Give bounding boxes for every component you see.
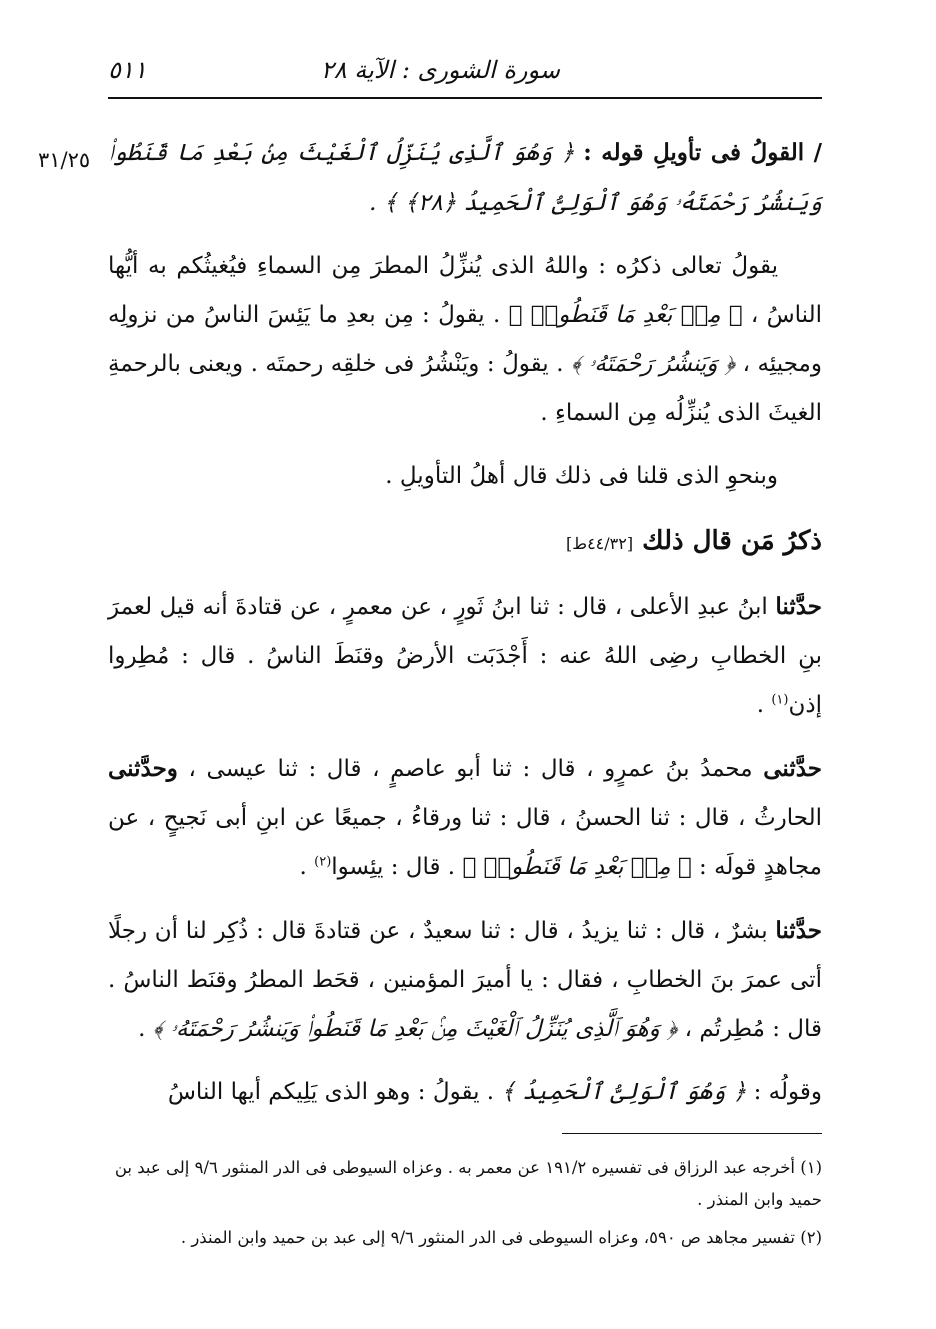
narration-paragraph [108, 1068, 822, 1117]
narration-end: . [138, 1016, 153, 1042]
commentary-text: . يقولُ : ويَنْشُرُ فى خلقِه رحمتَه . ويعنى بالرحمةِ الغيثَ الذى يُنزِّلُه مِن السماءِ . [108, 351, 822, 426]
footnote-1: (١) أخرجه عبد الرزاق فى تفسيره ١٩١/٢ عن معمر به . وعزاه السيوطى فى الدر المنثور ٩/٦ إلى عبد بن حميد وابن المنذر . [114, 1158, 822, 1209]
narration-lead: حدَّثنى [763, 755, 823, 782]
footnote-marker: (٢) [314, 854, 332, 870]
commentary-text: وبنحوِ الذى قلنا فى ذلك قال أهلُ التأويلِ . [385, 463, 778, 489]
narration-lead: حدَّثنا [775, 917, 822, 944]
narration-lead: وحدَّثنى [108, 755, 178, 782]
page-header [108, 52, 822, 96]
heading-reference: [٤٤/٣٢ط] [566, 534, 634, 553]
narration-lead: حدَّثنا [775, 593, 823, 620]
footnote-rule [562, 1133, 822, 1134]
commentary-text: . يقولُ : مِن بعدِ ما يَئِسَ الناسُ من نزولِه ومجيئِه ، [108, 302, 822, 377]
quran-quote: ﴿ وَهُوَ ٱلَّذِى يُنَزِّلُ ٱلْغَيْثَ مِنۢ بَعْدِ مَا قَنَطُوا۟ وَيَنشُرُ رَحْمَتَهُۥ ﴾ [152, 1016, 678, 1042]
verse-intro: / القولُ فى تأويلِ قوله : [583, 139, 823, 166]
verse-paragraph [108, 128, 822, 228]
narration-text: ابنُ عبدِ الأعلى ، قال : ثنا ابنُ ثَورٍ ، عن معمرٍ ، عن قتادةَ أنه قيل لعمرَ بنِ الخطابِ رضِى اللهُ عنه : أَجْدَبَت الأرضُ وقنَطَ الناسُ . قال : مُطِروا إذن [108, 594, 822, 718]
narration-text: . قال : يئِسوا [331, 854, 456, 880]
commentary-paragraph [108, 242, 822, 438]
narration-end: . [299, 854, 315, 880]
commentary-paragraph [108, 452, 822, 501]
narration-text: الحارثُ ، قال : ثنا الحسنُ ، قال : ثنا ورقاءُ ، جميعًا عن ابنِ أبى نَجيحٍ ، عن مجاهدٍ قولَه : [108, 805, 822, 880]
narration-paragraph [108, 906, 822, 1054]
running-title: سورة الشورى : الآية ٢٨ [320, 56, 560, 84]
page-number: ٥١١ [108, 56, 147, 84]
narration-paragraph [108, 582, 822, 730]
narration-text: بشرٌ ، قال : ثنا يزيدُ ، قال : ثنا سعيدٌ ، عن قتادةَ قال : ذُكِر لنا أن رجلًا أتى عمرَ بنَ الخطابِ ، فقال : يا أميرَ المؤمنين ، قحَط المطرُ وقنَط الناسُ . قال : مُطِرتُم ، [108, 918, 822, 1042]
main-text [108, 128, 822, 1131]
narration-text: وقولُه : [753, 1079, 822, 1105]
heading-text: ذكرُ مَن قال ذلك [642, 526, 822, 556]
quran-quote: ﴿ وَيَنشُرُ رَحْمَتَهُۥ ﴾ [570, 351, 736, 377]
section-heading [108, 519, 822, 566]
header-rule [108, 97, 822, 99]
narration-text: محمدُ بنُ عمرٍو ، قال : ثنا أبو عاصمٍ ، قال : ثنا عيسى ، [188, 756, 753, 782]
quran-verse: ﴿ وَهُوَ ٱلَّذِى يُنَزِّلُ ٱلْغَيْثَ مِنۢ بَعْدِ مَا قَنَطُوا۟ وَيَنشُرُ رَحْمَتَهُۥ وَهُوَ ٱلْوَلِىُّ ٱلْحَمِيدُ ﴿٢٨﴾ ﴾ . [108, 140, 822, 216]
footnotes [108, 1152, 822, 1260]
quran-quote: ﴿ مِنۢ بَعْدِ مَا قَنَطُوا۟ ﴾ [462, 854, 692, 880]
narration-text: . يقولُ : وهو الذى يَلِيكم أيها الناسُ [167, 1079, 495, 1105]
narration-end: . [756, 692, 772, 718]
margin-reference: ٣١/٢٥ [38, 148, 91, 172]
commentary-text: يقولُ تعالى ذكرُه : واللهُ الذى يُنزِّلُ المطرَ مِن السماءِ فيُغيثُكم به أيُّها الناسُ ، [108, 253, 823, 328]
quran-quote: ﴿ مِنۢ بَعْدِ مَا قَنَطُوا۟ ﴾ [508, 302, 743, 328]
footnote-marker: (١) [771, 692, 789, 708]
footnote-2: (٢) تفسير مجاهد ص ٥٩٠، وعزاه السيوطى فى الدر المنثور ٩/٦ إلى عبد بن حميد وابن المنذر . [180, 1228, 822, 1247]
narration-paragraph [108, 744, 822, 892]
quran-quote: ﴿ وَهُوَ ٱلْوَلِىُّ ٱلْحَمِيدُ ﴾ [501, 1079, 747, 1105]
